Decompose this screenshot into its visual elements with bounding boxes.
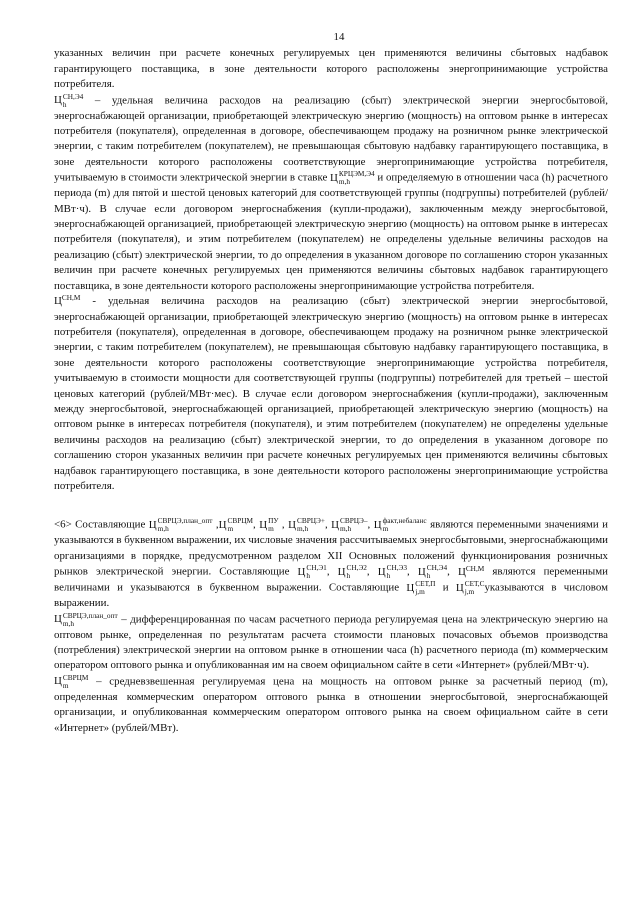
symbol-svrcm: Ц СВРЦМ m <box>218 516 254 534</box>
symbol-krcem: Ц КРЦЭМ,Э4 m,h <box>330 169 375 187</box>
definition-svrce-plan: Ц СВРЦЭ,план_опт m,h – дифференцированная по часам расчетного периода регулируемая цена на электрическую энергию на оптовом рынке, определенная по результатам расчета стоимости плановых почасовых объемов производства (потребления) электрической энергии на оптовом рынке в отношении часа (h) расчетного периода (m) коммерческим оператором оптового рынка и опубликованная им на своем официальном сайте в сети «Интернет» (рублей/МВт·ч). <box>54 610 608 672</box>
definition-e4: Ц СН,Э4 h – удельная величина расходов на реализацию (сбыт) электрической энергии энергосбытовой, энергоснабжающей организации, приобретающей электрическую энергию (мощность) на оптовом рынке в интересах потребителя (покупателя), определенная в договоре, обеспечивающем продажу на розничном рынке электрической энергии, с таким потребителем (покупателем), не превышающая сбытовую надбавку гарантирующего поставщика, в зоне деятельности которого расположены соответствующие энергопринимающие устройства потребителя, учитываемую в стоимости электрической энергии в ставке Ц КРЦЭМ,Э4 m,h и определяемую в отношении часа (h) расчетного периода (m) для пятой и шестой ценовых категорий для соответствующей группы (подгруппы) потребителей (рублей/МВт·ч). В случае если договором энергоснабжения (купли-продажи), заключенным между энергосбытовой, энергоснабжающей организацией, приобретающей электрическую энергию (мощность) на оптовом рынке в интересах потребителя (покупателя), и этим потребителем (покупателем) не определены удельные величины расходов на реализацию (сбыт) электрической энергии, то до определения в указанном договоре по соглашению сторон указанных величин при расчете конечных регулируемых цен применяются величины сбытовых надбавок гарантирующего поставщика, в зоне деятельности которого расположены энергопринимающие устройства потребителя. <box>54 91 609 292</box>
symbol-fakt-nebalans: Ц факт,небаланс m <box>373 516 427 534</box>
symbol-sn-e3: Ц СН,Э3 h <box>377 563 408 581</box>
symbol-e4: Ц СН,Э4 h <box>54 91 84 109</box>
document-page <box>54 30 608 736</box>
page-number: 14 <box>333 31 345 43</box>
symbol-svrce-plan: Ц СВРЦЭ,план_опт m,h <box>148 516 213 534</box>
symbol-sn-e4: Ц СН,Э4 h <box>417 563 448 581</box>
symbol-sn-m-2: $Ц^{СН,М}$ <box>457 563 485 578</box>
symbol-sn-e2: Ц СН,Э2 h <box>337 563 367 581</box>
symbol-sn-m: $Ц^{СН,М}$ <box>54 293 81 308</box>
symbol-set-s: Ц СЕТ,С j,m <box>455 579 485 597</box>
symbol-svrce-minus: Ц СВРЦЭ– m,h <box>331 516 368 534</box>
symbol-sn-e1: Ц СН,Э1 h <box>297 563 327 581</box>
symbol-set-p: Ц СЕТ,П j,m <box>406 579 436 597</box>
definition-svrcm: Ц СВРЦМ m – средневзвешенная регулируемая цена на мощность на оптовом рынке за расчетный период (m), определенная коммерческим оператором оптового рынка в отношении энергосбытовой, энергоснабжающей организации, и опубликованная коммерческим оператором оптового рынка на своем официальном сайте в сети «Интернет» (рублей/МВт). <box>54 672 608 734</box>
definition-m: $Ц^{СН,М}$ - удельная величина расходов на реализацию (сбыт) электрической энергии энергосбытовой, энергоснабжающей организации, приобретающей электрическую энергию (мощность) на оптовом рынке в интересах потребителя (покупателя), определенная в договоре, обеспечивающем продажу на розничном рынке электрической энергии, с таким потребителем (покупателем), не превышающая сбытовую надбавку гарантирующего поставщика, в зоне деятельности которого расположены соответствующие энергопринимающие устройства потребителя, учитываемую в стоимости мощности для соответствующей группы (подгруппы) потребителей для третьей – шестой ценовых категорий (рублей/МВт·мес). В случае если договором энергоснабжения (купли-продажи), заключенным между энергосбытовой, энергоснабжающей организацией, приобретающей электрическую энергию (мощность) на оптовом рынке в интересах потребителя (покупателя), и этим потребителем (покупателем) не определены удельные величины расходов на реализацию (сбыт) электрической энергии, то до определения в указанном договоре по соглашению сторон указанных величин при расчете конечных регулируемых цен применяются величины сбытовых надбавок гарантирующего поставщика, в зоне деятельности которого расположены энергопринимающие устройства потребителя. <box>54 293 608 492</box>
continuation-paragraph: указанных величин при расчете конечных регулируемых цен применяются величины сбытовых надбавок гарантирующего поставщика, в зоне деятельности которого расположены энергопринимающие устройства потребителя. <box>54 47 608 91</box>
symbol-pu: Ц ПУ m <box>259 516 279 534</box>
symbol-svrcm-def: Ц СВРЦМ m <box>54 672 89 690</box>
spacer <box>54 494 608 517</box>
note-6: <6> Составляющие Ц СВРЦЭ,план_опт m,h ,Ц СВРЦМ m , Ц ПУ m , Ц СВРЦЭ+ m,h , Ц СВРЦЭ– m,h , Ц факт,небаланс m являются переменными значениями и указываются в буквенном выражении, их числовые значения рассчитываемых энергосбытовыми, энергоснабжающими организациями в порядке, предусмотренном разделом XII Основных положений функционирования розничных рынков электрической энергии. Составляющие Ц СН,Э1 h , Ц СН,Э2 h , Ц СН,Э3 h , Ц СН,Э4 h , $Ц^{СН,М}$ являются переменными величинами и указываются в буквенном выражении. Составляющие Ц СЕТ,П j,m и Ц СЕТ,С j,m указываются в числовом выражении. <box>54 516 608 610</box>
symbol-svrce-plus: Ц СВРЦЭ+ m,h <box>288 516 325 534</box>
symbol-svrce-plan-def: Ц СВРЦЭ,план_опт m,h <box>54 610 118 628</box>
